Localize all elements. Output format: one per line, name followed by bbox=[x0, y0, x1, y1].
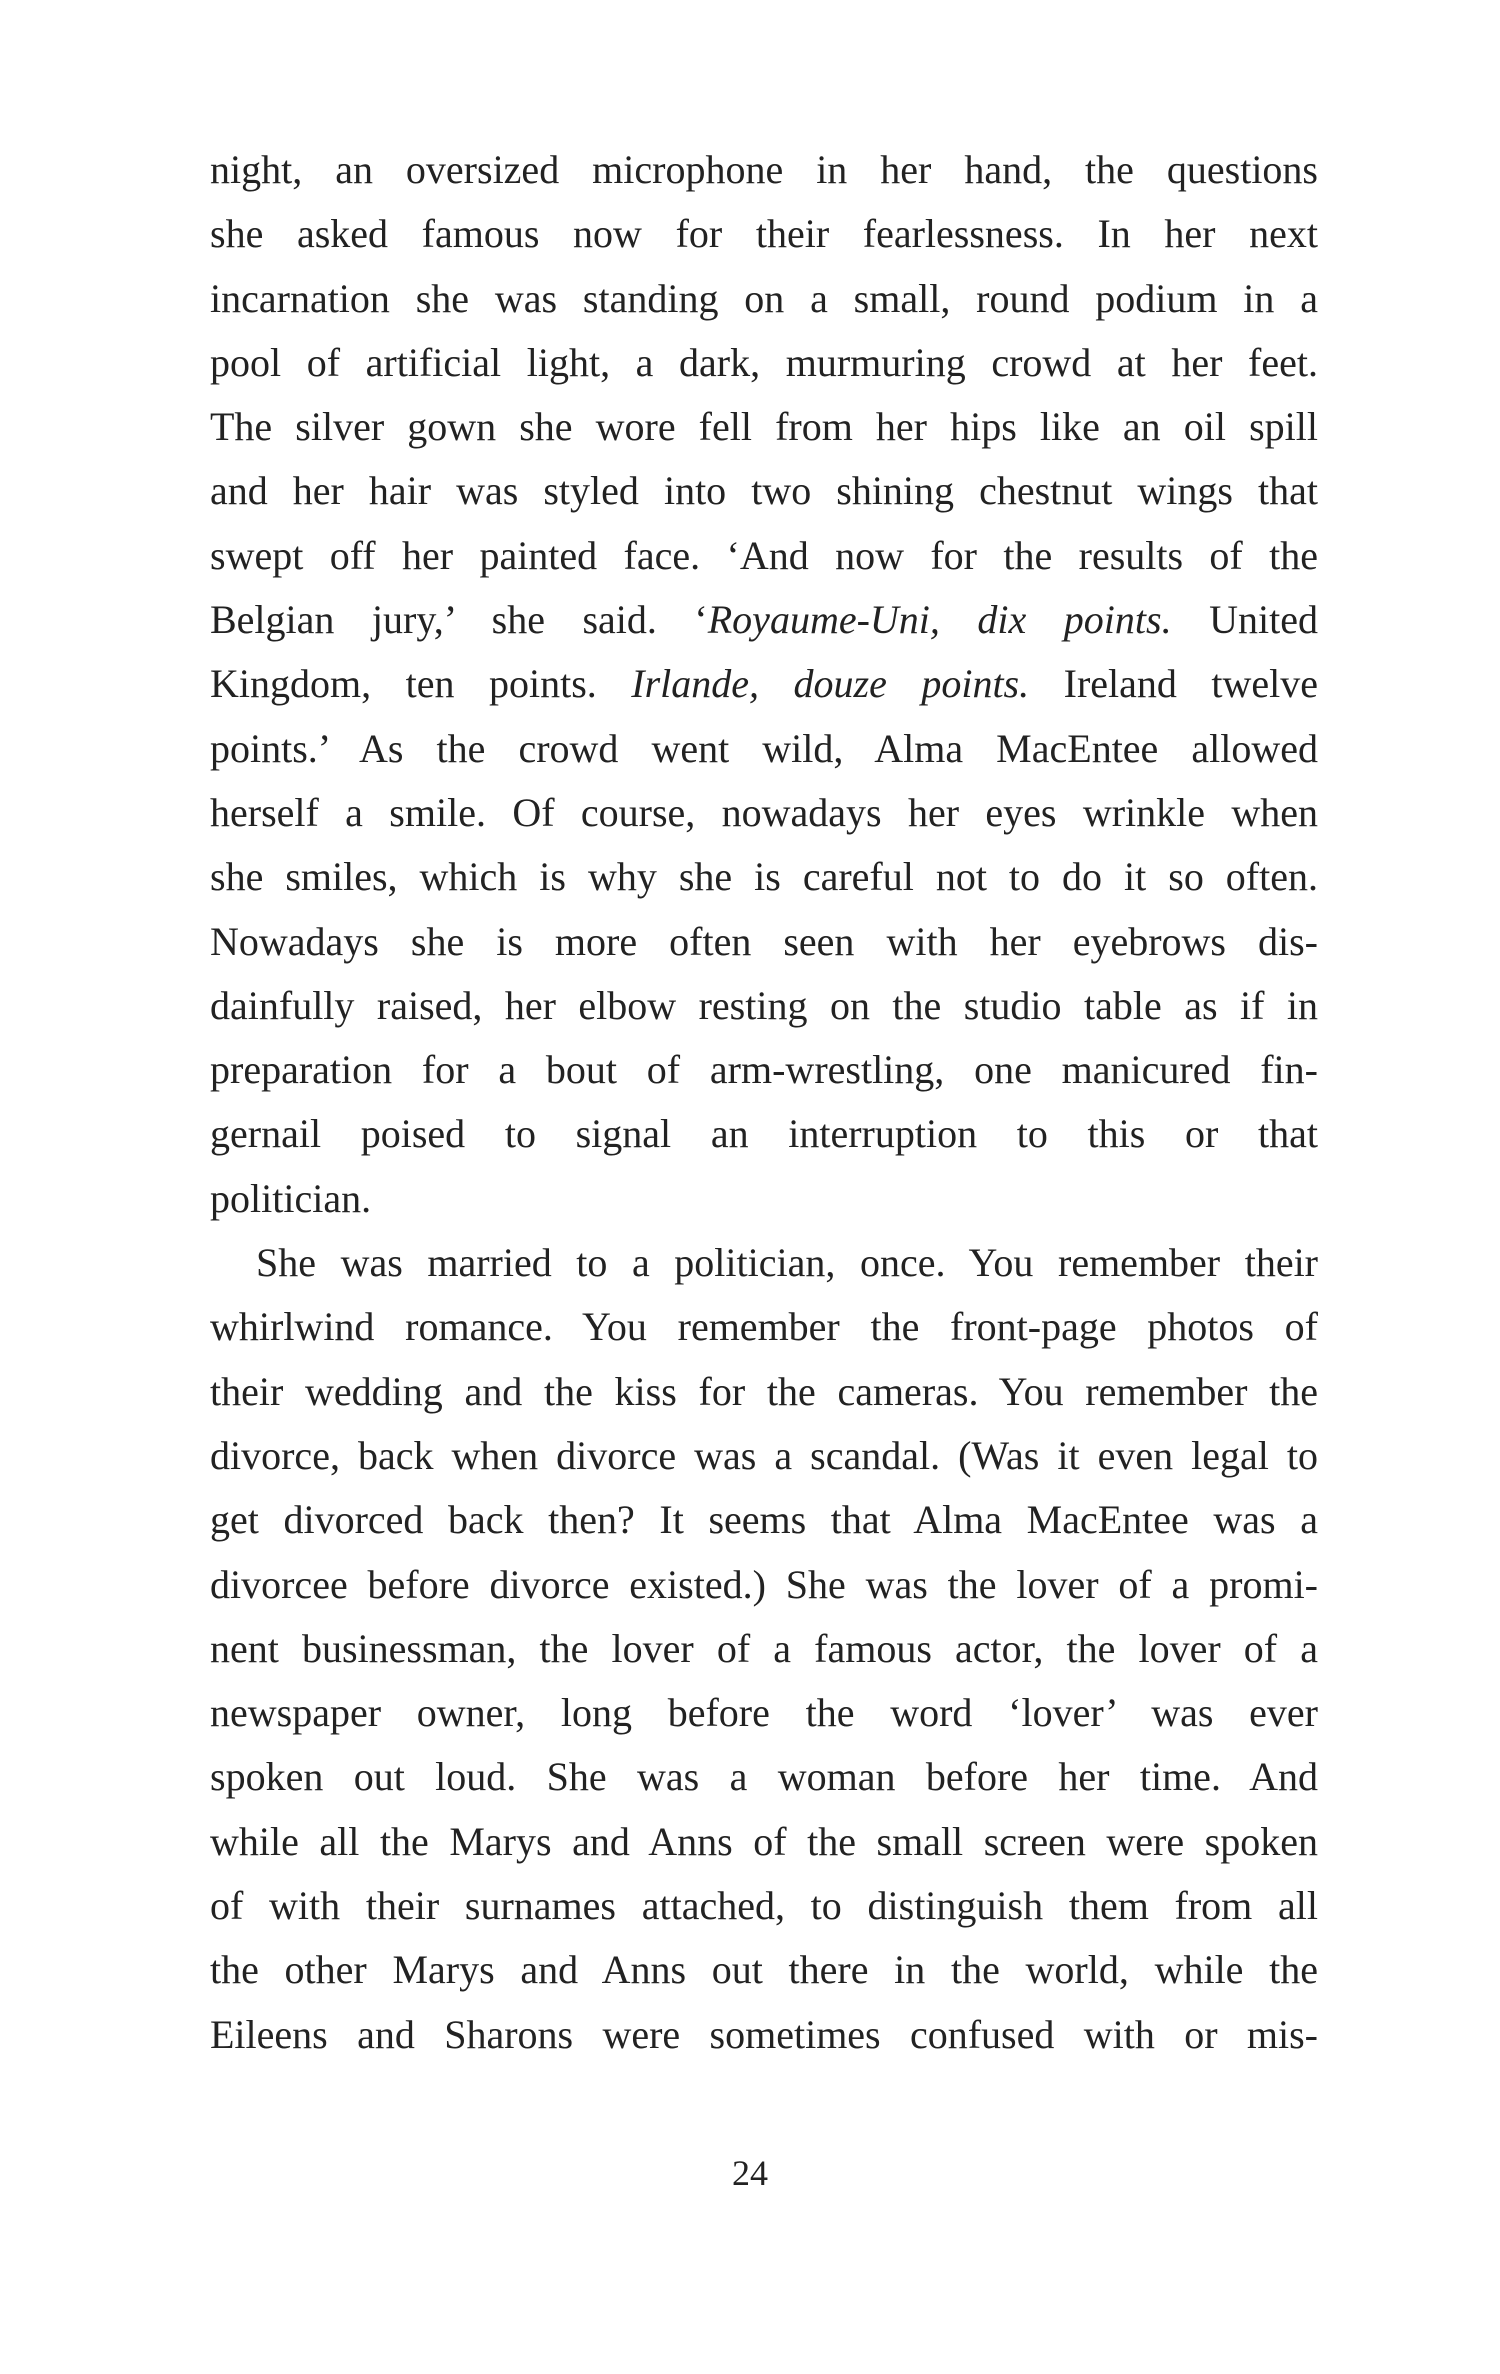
text-line bbox=[210, 1295, 1318, 1359]
text-run: She was married to a politician, once. You remember their bbox=[256, 1240, 1318, 1286]
text-line bbox=[210, 717, 1318, 781]
body-text bbox=[210, 138, 1318, 2067]
text-run: the other Marys and Anns out there in the world, while the bbox=[210, 1947, 1318, 1993]
text-run: whirlwind romance. You remember the front-page photos of bbox=[210, 1304, 1318, 1350]
text-run: points.’ As the crowd went wild, Alma MacEntee allowed bbox=[210, 725, 1318, 771]
text-line bbox=[210, 781, 1318, 845]
text-run: spoken out loud. She was a woman before her time. And bbox=[210, 1754, 1318, 1800]
text-line bbox=[210, 202, 1318, 266]
text-run: gernail poised to signal an interruption to this or that bbox=[210, 1111, 1318, 1157]
text-run: The silver gown she wore fell from her hips like an oil spill bbox=[210, 404, 1318, 450]
text-run: while all the Marys and Anns of the small screen were spoken bbox=[210, 1818, 1318, 1864]
text-line bbox=[210, 1167, 1318, 1231]
text-run: get divorced back then? It seems that Alma MacEntee was a bbox=[210, 1497, 1318, 1543]
text-line bbox=[210, 395, 1318, 459]
page-number: 24 bbox=[732, 2153, 768, 2193]
text-run: politician. bbox=[210, 1175, 372, 1221]
text-run: United bbox=[1171, 597, 1318, 643]
text-line bbox=[210, 2003, 1318, 2067]
text-run: Ireland twelve bbox=[1029, 661, 1318, 707]
text-run: incarnation she was standing on a small, round podium in a bbox=[210, 275, 1318, 321]
text-line bbox=[210, 974, 1318, 1038]
text-line bbox=[210, 845, 1318, 909]
text-line bbox=[210, 1938, 1318, 2002]
text-run: nent businessman, the lover of a famous actor, the lover of a bbox=[210, 1625, 1318, 1671]
text-run: newspaper owner, long before the word ‘lover’ was ever bbox=[210, 1690, 1318, 1736]
text-line bbox=[210, 267, 1318, 331]
text-run: swept off her painted face. ‘And now for the results of the bbox=[210, 532, 1318, 578]
text-run: and her hair was styled into two shining chestnut wings that bbox=[210, 468, 1318, 514]
text-line bbox=[210, 1102, 1318, 1166]
text-run: divorcee before divorce existed.) She was the lover of a promi- bbox=[210, 1561, 1318, 1607]
text-line bbox=[210, 331, 1318, 395]
text-line bbox=[210, 1038, 1318, 1102]
text-line bbox=[210, 1745, 1318, 1809]
text-line bbox=[210, 652, 1318, 716]
text-line bbox=[210, 1488, 1318, 1552]
text-line bbox=[210, 1681, 1318, 1745]
text-line bbox=[210, 910, 1318, 974]
text-line bbox=[210, 1360, 1318, 1424]
text-line bbox=[210, 1553, 1318, 1617]
text-line bbox=[210, 1617, 1318, 1681]
text-run: Kingdom, ten points. bbox=[210, 661, 632, 707]
text-run: of with their surnames attached, to distinguish them from all bbox=[210, 1883, 1318, 1929]
text-line bbox=[210, 1874, 1318, 1938]
text-run: she smiles, which is why she is careful not to do it so often. bbox=[210, 854, 1318, 900]
text-run: Nowadays she is more often seen with her eyebrows dis- bbox=[210, 918, 1318, 964]
text-line bbox=[210, 1810, 1318, 1874]
text-line bbox=[210, 1424, 1318, 1488]
text-line bbox=[210, 138, 1318, 202]
text-line bbox=[210, 459, 1318, 523]
text-run: divorce, back when divorce was a scandal. (Was it even legal to bbox=[210, 1432, 1318, 1478]
italic-text: Royaume-Uni, dix points. bbox=[707, 597, 1172, 643]
text-run: Eileens and Sharons were sometimes confused with or mis- bbox=[210, 2011, 1318, 2057]
text-run: their wedding and the kiss for the cameras. You remember the bbox=[210, 1368, 1318, 1414]
text-run: herself a smile. Of course, nowadays her eyes wrinkle when bbox=[210, 789, 1318, 835]
text-run: preparation for a bout of arm-wrestling, one manicured fin- bbox=[210, 1047, 1318, 1093]
text-line bbox=[210, 524, 1318, 588]
text-run: Belgian jury,’ she said. ‘ bbox=[210, 597, 708, 643]
text-line bbox=[210, 1231, 1318, 1295]
text-run: night, an oversized microphone in her hand, the questions bbox=[210, 147, 1318, 192]
text-line bbox=[210, 588, 1318, 652]
text-run: dainfully raised, her elbow resting on the studio table as if in bbox=[210, 982, 1318, 1028]
text-run: she asked famous now for their fearlessness. In her next bbox=[210, 211, 1318, 257]
italic-text: Irlande, douze points. bbox=[631, 661, 1030, 707]
text-run: pool of artificial light, a dark, murmuring crowd at her feet. bbox=[210, 339, 1318, 385]
